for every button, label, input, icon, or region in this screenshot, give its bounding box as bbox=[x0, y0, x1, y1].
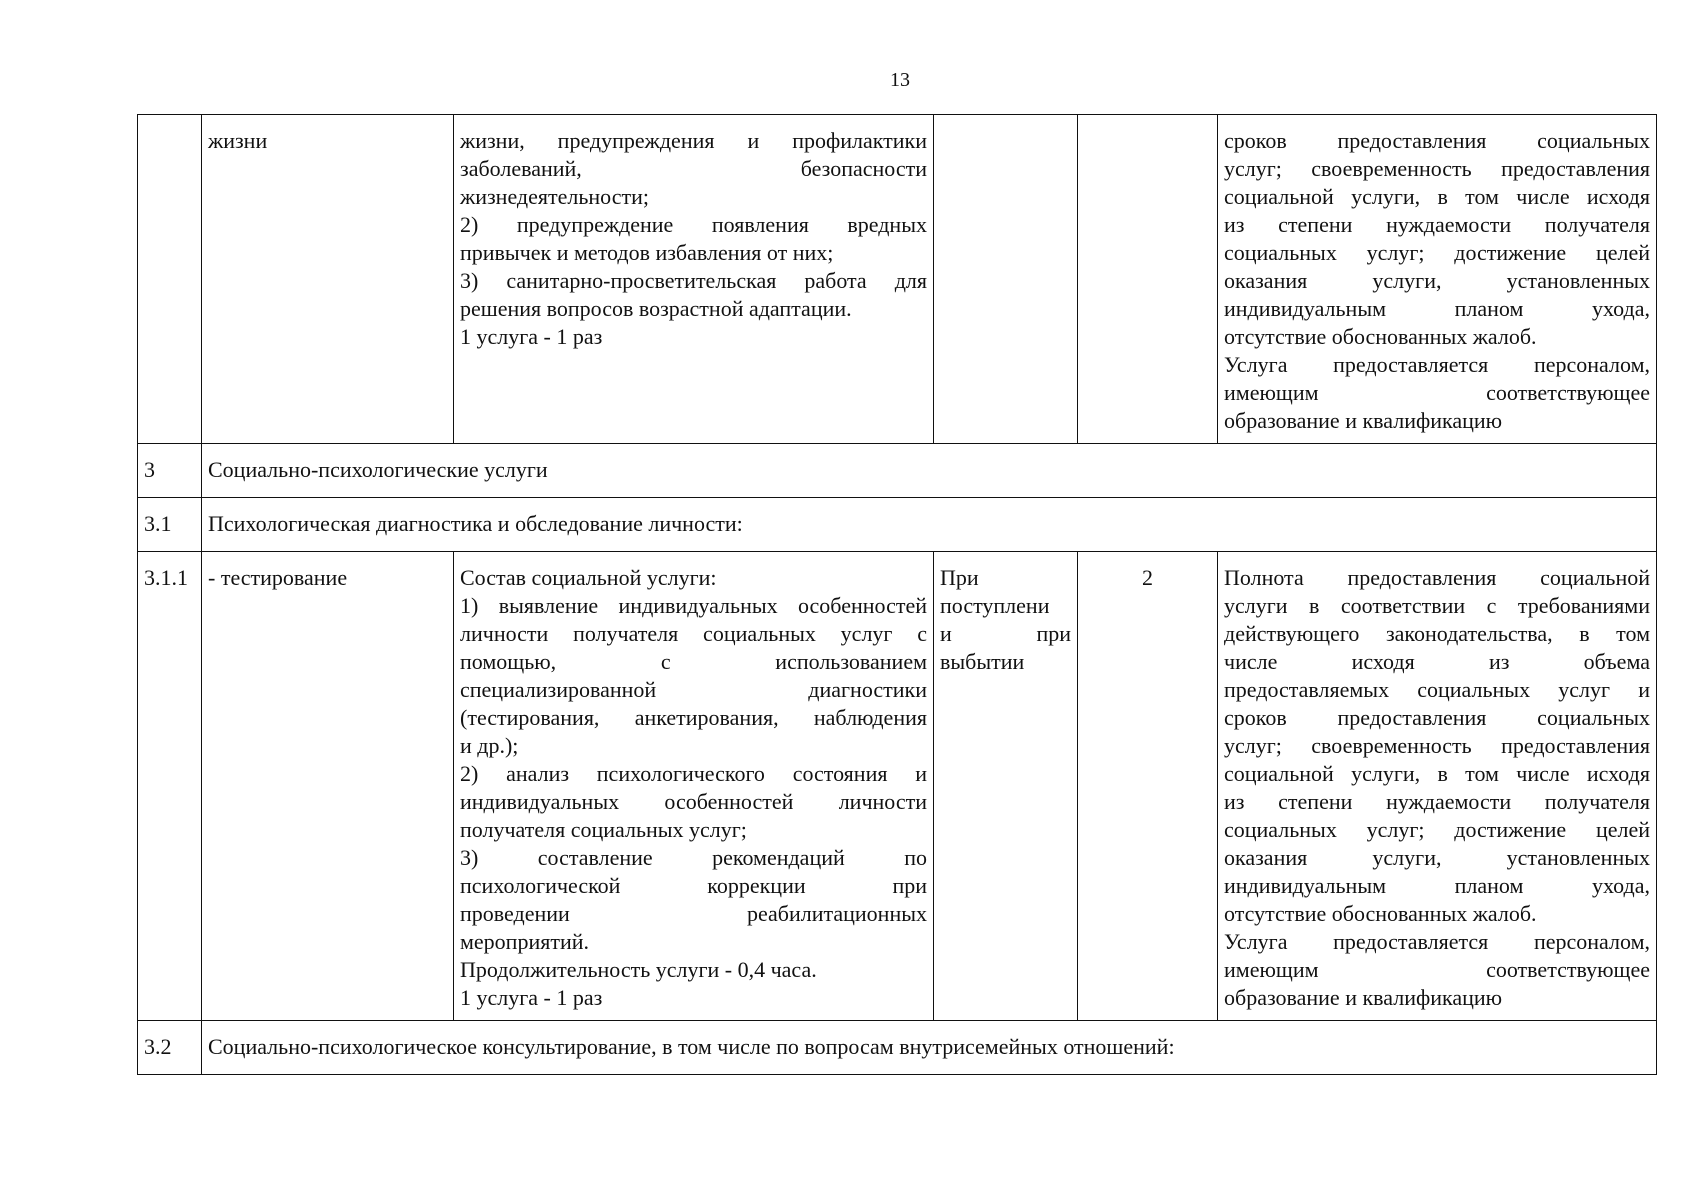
service-name-cell: - тестирование bbox=[202, 552, 454, 1021]
section-row bbox=[138, 444, 1657, 498]
cost-cell: 2 bbox=[1078, 552, 1218, 1021]
row-number-cell: 3.1.1 bbox=[138, 552, 202, 1021]
section-row bbox=[138, 498, 1657, 552]
quality-cell: Полнота предоставления социальной услуги в соответствии с требованиями действующего законодательства, в том числе исходя из объема предоставляемых социальных услуг и сроков предоставления социальных услуг; своевременность предоставления социальной услуги, в том числе исходя из степени нуждаемости получателя социальных услуг; достижение целей оказания услуги, установленных индивидуальным планом ухода, отсутствие обоснованных жалоб. Услуга предоставляется персоналом, имеющим соответствующее образование и квалификацию bbox=[1218, 552, 1657, 1021]
section-row bbox=[138, 1021, 1657, 1075]
section-title: Социально-психологическое консультирование, в том числе по вопросам внутрисемейных отношений: bbox=[202, 1021, 1657, 1075]
page-number: 13 bbox=[890, 69, 910, 91]
quality-cell: сроков предоставления социальных услуг; своевременность предоставления социальной услуги, в том числе исходя из степени нуждаемости получателя социальных услуг; достижение целей оказания услуги, установленных индивидуальным планом ухода, отсутствие обоснованных жалоб. Услуга предоставляется персоналом, имеющим соответствующее образование и квалификацию bbox=[1218, 115, 1657, 444]
table-row bbox=[138, 552, 1657, 1021]
service-name-cell: жизни bbox=[202, 115, 454, 444]
service-content-cell: Состав социальной услуги: 1) выявление индивидуальных особенностей личности получателя социальных услуг с помощью, с использованием специализированной диагностики (тестирования, анкетирования, наблюдения и др.); 2) анализ психологического состояния и индивидуальных особенностей личности получателя социальных услуг; 3) составление рекомендаций по психологической коррекции при проведении реабилитационных мероприятий. Продолжительность услуги - 0,4 часа. 1 услуга - 1 раз bbox=[454, 552, 934, 1021]
timing-cell: При поступлени и при выбытии bbox=[934, 552, 1078, 1021]
services-table bbox=[137, 114, 1657, 1075]
timing-cell bbox=[934, 115, 1078, 444]
cost-cell bbox=[1078, 115, 1218, 444]
section-number: 3.1 bbox=[138, 498, 202, 552]
section-title: Социально-психологические услуги bbox=[202, 444, 1657, 498]
table-row bbox=[138, 115, 1657, 444]
section-number: 3 bbox=[138, 444, 202, 498]
section-title: Психологическая диагностика и обследование личности: bbox=[202, 498, 1657, 552]
service-content-cell: жизни, предупреждения и профилактики заболеваний, безопасности жизнедеятельности; 2) предупреждение появления вредных привычек и методов избавления от них; 3) санитарно-просветительская работа для решения вопросов возрастной адаптации. 1 услуга - 1 раз bbox=[454, 115, 934, 444]
section-number: 3.2 bbox=[138, 1021, 202, 1075]
row-number-cell bbox=[138, 115, 202, 444]
